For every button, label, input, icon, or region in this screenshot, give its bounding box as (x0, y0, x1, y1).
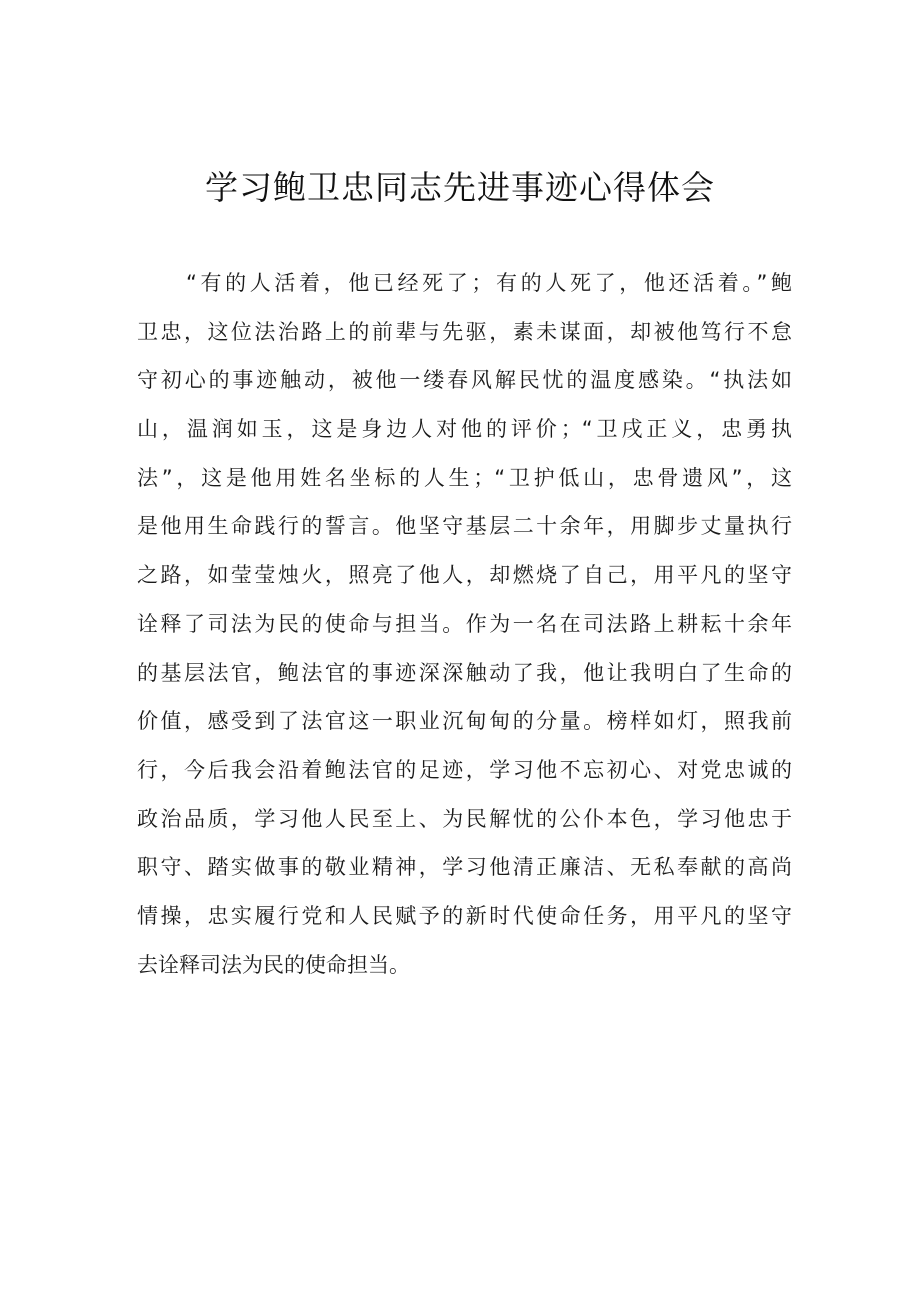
body-line: 之路，如莹莹烛火，照亮了他人，却燃烧了自己，用平凡的坚守 (137, 563, 792, 588)
body-line: 法”，这是他用姓名坐标的人生；“卫护低山，忠骨遗风”，这 (137, 465, 792, 490)
body-line: 的基层法官，鲍法官的事迹深深触动了我，他让我明白了生命的 (137, 660, 792, 685)
body-line: 情操，忠实履行党和人民赋予的新时代使命任务，用平凡的坚守 (137, 903, 792, 928)
body-line: 行，今后我会沿着鲍法官的足迹，学习他不忘初心、对党忠诚的 (137, 757, 792, 782)
document-body (137, 259, 792, 989)
body-line: 价值，感受到了法官这一职业沉甸甸的分量。榜样如灯，照我前 (137, 709, 792, 734)
body-line: 诠释了司法为民的使命与担当。作为一名在司法路上耕耘十余年 (137, 611, 792, 636)
body-line: 卫忠，这位法治路上的前辈与先驱，素未谋面，却被他笃行不怠 (137, 319, 792, 344)
body-line: 去诠释司法为民的使命担当。 (137, 952, 410, 977)
body-line: “有的人活着，他已经死了；有的人死了，他还活着。”鲍 (186, 271, 792, 295)
body-line: 职守、踏实做事的敬业精神，学习他清正廉洁、无私奉献的高尚 (137, 855, 792, 880)
body-line: 守初心的事迹触动，被他一缕春风解民忧的温度感染。“执法如 (137, 368, 792, 393)
body-line: 山，温润如玉，这是身边人对他的评价；“卫戌正义，忠勇执 (137, 417, 792, 442)
body-line: 是他用生命践行的誓言。他坚守基层二十余年，用脚步丈量执行 (137, 514, 792, 539)
body-line: 政治品质，学习他人民至上、为民解忧的公仆本色，学习他忠于 (137, 806, 792, 831)
document-title: 学习鲍卫忠同志先进事迹心得体会 (205, 168, 715, 207)
